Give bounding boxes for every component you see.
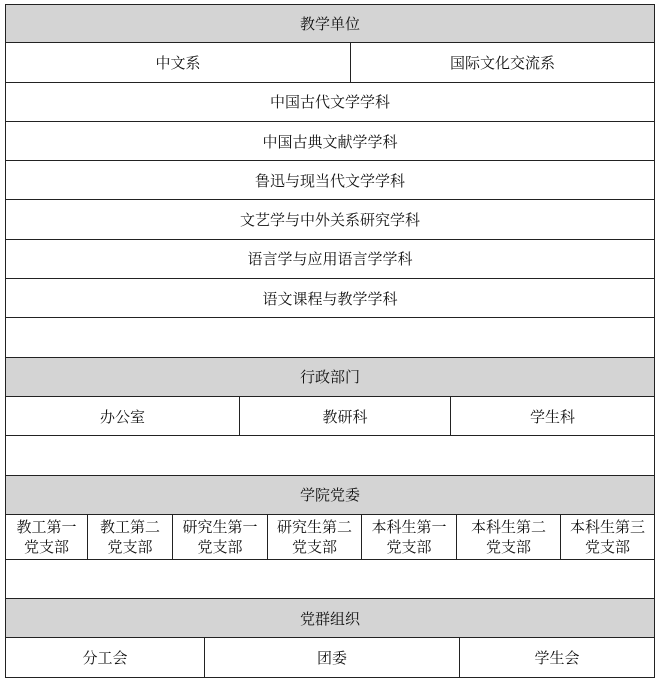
party-branch-cell [6,515,87,559]
department-cell: 国际文化交流系 [350,43,654,81]
branch-suffix: 党支部 [485,537,531,556]
party-branch-cell [267,515,361,559]
empty-cell [6,436,654,474]
subject-row [5,200,655,239]
branch-name: 研究生第一 [182,517,258,536]
subject-cell: 鲁迅与现当代文学学科 [254,171,405,190]
subject-row [5,240,655,279]
mass-org-cell: 分工会 [82,649,128,668]
party-branch-cell [361,515,456,559]
subject-cell: 文艺学与中外关系研究学科 [239,211,420,230]
subject-cell: 语言学与应用语言学学科 [247,250,413,269]
party-branch-cell [456,515,560,559]
mass-org-cell: 团委 [204,638,459,676]
branch-suffix: 党支部 [197,537,243,556]
branch-suffix: 党支部 [386,537,432,556]
party-branches-row [5,515,655,560]
mass-org-cell: 学生会 [459,638,654,676]
department-cell: 中文系 [155,53,201,72]
branch-suffix: 党支部 [584,537,630,556]
branch-name: 研究生第二 [276,517,352,536]
admin-units-row [5,397,655,436]
admin-unit-cell: 办公室 [99,407,145,426]
branch-suffix: 党支部 [23,537,69,556]
empty-cell [6,318,654,356]
party-committee-header-row [5,476,655,515]
admin-header-row [5,358,655,397]
branch-name: 教工第二 [99,517,160,536]
branch-name: 本科生第二 [470,517,546,536]
departments-row [5,43,655,82]
spacer-row [5,560,655,599]
subject-row [5,279,655,318]
subject-cell: 中国古典文献学学科 [262,132,398,151]
branch-name: 本科生第一 [371,517,447,536]
spacer-row [5,436,655,475]
subject-row [5,122,655,161]
subject-cell: 语文课程与教学学科 [262,289,398,308]
teaching-units-header: 教学单位 [6,5,654,42]
branch-suffix: 党支部 [107,537,153,556]
party-branch-cell [172,515,267,559]
branch-name: 教工第一 [16,517,77,536]
spacer-row [5,318,655,357]
admin-unit-cell: 教研科 [239,397,450,435]
party-branch-cell [87,515,172,559]
subject-row [5,161,655,200]
mass-org-header: 党群组织 [6,599,654,637]
branch-name: 本科生第三 [569,517,645,536]
teaching-units-header-row [5,4,655,43]
admin-unit-cell: 学生科 [450,397,654,435]
subject-cell: 中国古代文学学科 [269,93,390,112]
party-committee-header: 学院党委 [6,476,654,514]
org-structure-table [5,4,655,678]
admin-header: 行政部门 [6,358,654,396]
branch-suffix: 党支部 [291,537,337,556]
mass-orgs-row [5,638,655,677]
subject-row [5,83,655,122]
party-branch-cell [560,515,654,559]
empty-cell [6,560,654,598]
mass-org-header-row [5,599,655,638]
